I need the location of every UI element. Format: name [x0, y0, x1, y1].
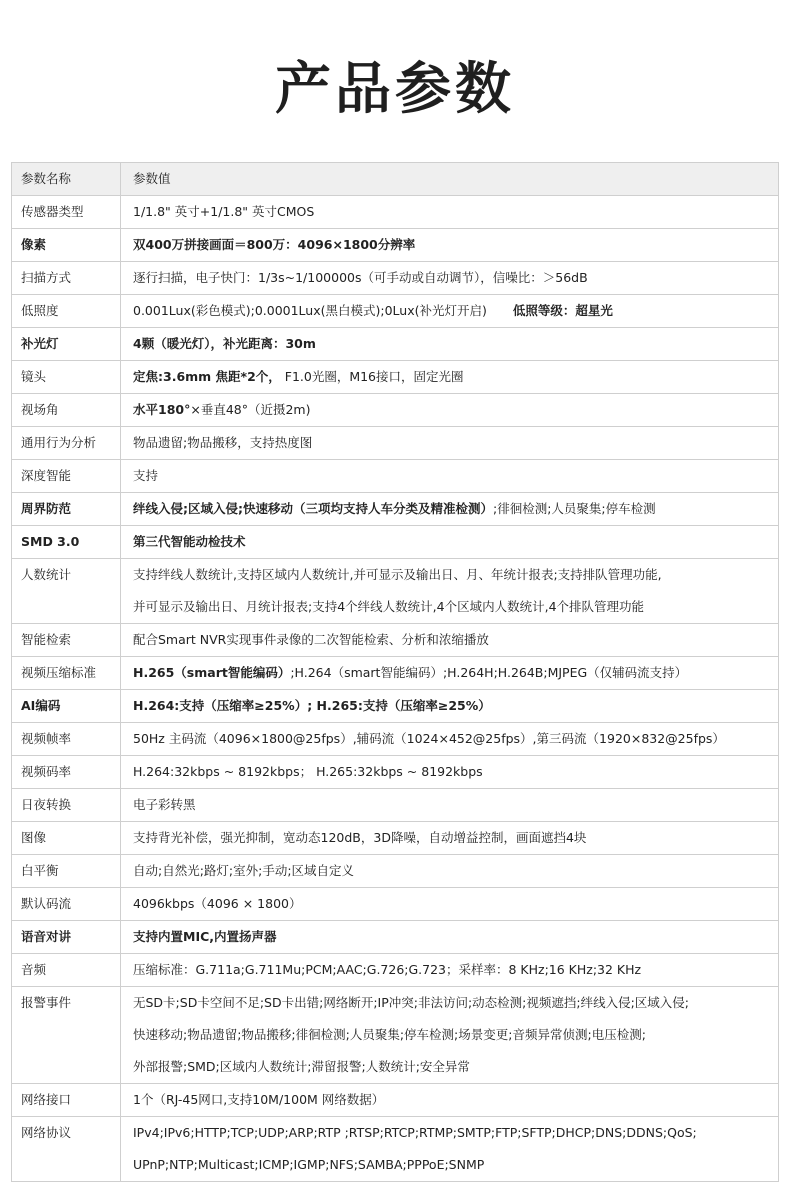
table-row: [12, 954, 779, 987]
value-line: 逐行扫描，电子快门：1/3s~1/100000s（可手动或自动调节），信噪比：＞56dB: [133, 270, 588, 285]
value-line: 自动;自然光;路灯;室外;手动;区域自定义: [133, 863, 355, 878]
value-line: 并可显示及输出日、月统计报表;支持4个绊线人数统计,4个区域内人数统计,4个排队管理功能: [133, 599, 645, 614]
table-row: [12, 657, 779, 690]
table-row: [12, 427, 779, 460]
param-name: 像素: [12, 229, 121, 262]
param-name: 视频帧率: [12, 723, 121, 756]
table-row: [12, 723, 779, 756]
value-line: 第三代智能动检技术: [133, 534, 246, 549]
value-line: 4096kbps（4096 × 1800）: [133, 896, 302, 911]
param-name: 视场角: [12, 394, 121, 427]
value-line: [133, 361, 778, 393]
value-text: ;徘徊检测;人员聚集;停车检测: [493, 501, 656, 516]
table-row: [12, 756, 779, 789]
param-name: 扫描方式: [12, 262, 121, 295]
param-value: [121, 1084, 779, 1117]
table-row: [12, 789, 779, 822]
param-value: [121, 822, 779, 855]
header-value-cell: 参数值: [121, 163, 779, 196]
param-name: 语音对讲: [12, 921, 121, 954]
param-value: [121, 295, 779, 328]
param-name: 视频压缩标准: [12, 657, 121, 690]
param-name: 音频: [12, 954, 121, 987]
param-name: 网络接口: [12, 1084, 121, 1117]
param-value: [121, 624, 779, 657]
param-name: 日夜转换: [12, 789, 121, 822]
param-value: [121, 987, 779, 1084]
value-line: 4颗（暖光灯），补光距离：30m: [133, 336, 316, 351]
param-value: [121, 789, 779, 822]
param-value: [121, 262, 779, 295]
header-name-cell: 参数名称: [12, 163, 121, 196]
table-row: [12, 262, 779, 295]
table-row: [12, 460, 779, 493]
param-value: [121, 657, 779, 690]
param-name: 人数统计: [12, 559, 121, 624]
value-text: ×垂直48°（近摄2m): [190, 402, 311, 417]
param-value: [121, 229, 779, 262]
value-line: IPv4;IPv6;HTTP;TCP;UDP;ARP;RTP ;RTSP;RTCP;RTMP;SMTP;FTP;SFTP;DHCP;DNS;DDNS;QoS;: [133, 1125, 697, 1140]
value-bold: 绊线入侵;区域入侵;快速移动（三项均支持人车分类及精准检测）: [133, 501, 493, 516]
value-line: 快速移动;物品遗留;物品搬移;徘徊检测;人员聚集;停车检测;场景变更;音频异常侦测;电压检测;: [133, 1027, 646, 1042]
value-bold: 水平180°: [133, 402, 191, 417]
table-row: [12, 690, 779, 723]
param-value: [121, 756, 779, 789]
value-line: 支持内置MIC,内置扬声器: [133, 929, 277, 944]
param-name: 报警事件: [12, 987, 121, 1084]
value-line: [133, 657, 778, 689]
value-line: 配合Smart NVR实现事件录像的二次智能检索、分析和浓缩播放: [133, 632, 489, 647]
param-name: 图像: [12, 822, 121, 855]
param-value: [121, 394, 779, 427]
value-line: 1个（RJ-45网口,支持10M/100M 网络数据）: [133, 1092, 385, 1107]
value-line: [133, 493, 778, 525]
value-line: 压缩标准：G.711a;G.711Mu;PCM;AAC;G.726;G.723；采样率：8 KHz;16 KHz;32 KHz: [133, 962, 642, 977]
param-value: [121, 690, 779, 723]
table-row: [12, 987, 779, 1084]
table-header-row: [12, 163, 779, 196]
param-name: 补光灯: [12, 328, 121, 361]
param-value: [121, 559, 779, 624]
value-line: [133, 295, 778, 327]
table-row: [12, 1084, 779, 1117]
param-name: 镜头: [12, 361, 121, 394]
value-line: [133, 394, 778, 426]
value-line: 支持背光补偿，强光抑制，宽动态120dB，3D降噪，自动增益控制，画面遮挡4块: [133, 830, 587, 845]
param-name: 白平衡: [12, 855, 121, 888]
param-value: [121, 361, 779, 394]
value-line: 无SD卡;SD卡空间不足;SD卡出错;网络断开;IP冲突;非法访问;动态检测;视频遮挡;绊线入侵;区域入侵;: [133, 995, 690, 1010]
param-value: [121, 328, 779, 361]
value-line: 支持绊线人数统计,支持区域内人数统计,并可显示及输出日、月、年统计报表;支持排队管理功能,: [133, 567, 662, 582]
value-text: ;H.264（smart智能编码）;H.264H;H.264B;MJPEG（仅辅码流支持）: [290, 665, 688, 680]
value-line: H.264:支持（压缩率≥25%）; H.265:支持（压缩率≥25%）: [133, 698, 491, 713]
value-line: 外部报警;SMD;区域内人数统计;滞留报警;人数统计;安全异常: [133, 1059, 470, 1074]
param-name: 默认码流: [12, 888, 121, 921]
param-value: [121, 460, 779, 493]
param-name: 智能检索: [12, 624, 121, 657]
table-row: [12, 855, 779, 888]
value-text: 0.001Lux(彩色模式);0.0001Lux(黑白模式);0Lux(补光灯开启): [133, 303, 487, 318]
table-row: [12, 822, 779, 855]
value-line: 物品遗留;物品搬移，支持热度图: [133, 435, 313, 450]
value-line: UPnP;NTP;Multicast;ICMP;IGMP;NFS;SAMBA;PPPoE;SNMP: [133, 1157, 485, 1172]
param-name: 通用行为分析: [12, 427, 121, 460]
table-row: [12, 888, 779, 921]
param-value: [121, 954, 779, 987]
param-value: [121, 723, 779, 756]
param-name: 视频码率: [12, 756, 121, 789]
page-title: 产品参数: [275, 57, 515, 122]
param-name: AI编码: [12, 690, 121, 723]
table-row: [12, 624, 779, 657]
value-line: 支持: [133, 468, 159, 483]
spec-table: [11, 162, 779, 1182]
value-extra: 低照等级：超星光: [512, 303, 613, 318]
param-value: [121, 196, 779, 229]
table-row: [12, 526, 779, 559]
table-row: [12, 559, 779, 624]
param-name: 传感器类型: [12, 196, 121, 229]
table-row: [12, 394, 779, 427]
value-line: 电子彩转黑: [133, 797, 196, 812]
value-text: F1.0光圈，M16接口，固定光圈: [280, 369, 464, 384]
param-value: [121, 493, 779, 526]
table-row: [12, 1117, 779, 1182]
param-name: 网络协议: [12, 1117, 121, 1182]
table-row: [12, 229, 779, 262]
value-bold: 定焦:3.6mm 焦距*2个，: [133, 369, 281, 384]
table-row: [12, 921, 779, 954]
value-bold: H.265（smart智能编码）: [133, 665, 291, 680]
table-row: [12, 196, 779, 229]
param-name: 周界防范: [12, 493, 121, 526]
param-name: 深度智能: [12, 460, 121, 493]
param-value: [121, 921, 779, 954]
value-line: H.264:32kbps ~ 8192kbps； H.265:32kbps ~ 8192kbps: [133, 764, 483, 779]
param-name: SMD 3.0: [12, 526, 121, 559]
param-value: [121, 888, 779, 921]
table-row: [12, 493, 779, 526]
value-line: 1/1.8" 英寸+1/1.8" 英寸CMOS: [133, 204, 315, 219]
value-line: 50Hz 主码流（4096×1800@25fps）,辅码流（1024×452@25fps）,第三码流（1920×832@25fps）: [133, 731, 725, 746]
value-line: 双400万拼接画面＝800万：4096×1800分辨率: [133, 237, 416, 252]
param-value: [121, 427, 779, 460]
param-value: [121, 526, 779, 559]
table-row: [12, 295, 779, 328]
param-name: 低照度: [12, 295, 121, 328]
table-row: [12, 361, 779, 394]
param-value: [121, 1117, 779, 1182]
table-row: [12, 328, 779, 361]
param-value: [121, 855, 779, 888]
